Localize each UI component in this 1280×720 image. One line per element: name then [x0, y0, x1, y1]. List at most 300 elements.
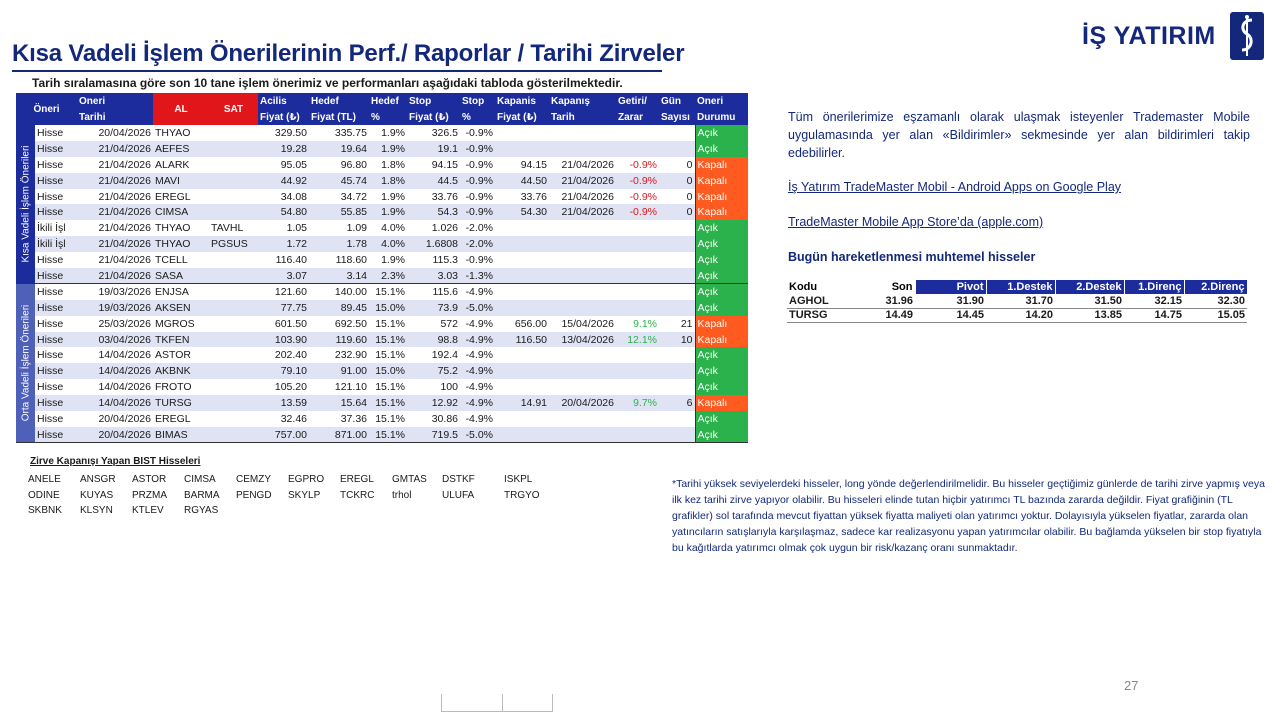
section-label-short: [16, 125, 35, 284]
header-sayisi: Sayısı: [659, 109, 695, 125]
table-row: [16, 236, 748, 252]
cell-sell: [209, 173, 258, 189]
cell-spct: -5.0%: [460, 300, 495, 316]
logo-text: İŞ YATIRIM: [1082, 21, 1216, 50]
cell-open: 202.40: [258, 347, 309, 363]
cell-ret: [616, 363, 659, 379]
summit-list: [28, 472, 564, 519]
cell-target: 119.60: [309, 332, 369, 348]
table-row: [16, 220, 748, 236]
cell-type: Hisse: [35, 363, 77, 379]
cell-target: 45.74: [309, 173, 369, 189]
cell-spct: -4.9%: [460, 395, 495, 411]
cell-buy: SASA: [153, 268, 209, 284]
cell-date: 21/04/2026: [77, 252, 153, 268]
cell-type: Hisse: [35, 332, 77, 348]
cell-target: 871.00: [309, 427, 369, 443]
header-row-bottom: [16, 109, 748, 125]
cell-cdate: 20/04/2026: [549, 395, 616, 411]
moving-cell: TURSG: [787, 308, 843, 322]
cell-days: [659, 300, 695, 316]
cell-buy: CIMSA: [153, 204, 209, 220]
moving-cell: 14.45: [915, 308, 986, 322]
footnote: *Tarihi yüksek seviyelerdeki hisseler, long yönde değerlendirilmelidir. Bu hisseler geçtiğimiz günlerde de tarihi zirve yapmış veya ilk kez tarihi zirve yapıyor olabilir. Bu hisseleri elinde tutan hiçbir yatırımcı TL bazında zararda değildir. Fiyat grafiğinin (TL grafikler) sol tarafında mevcut fiyattan yüksek fiyatta maliyeti olan yatırımcı yoktur. Dolayısıyla yükselen fiyatlar, zararda olan yatıncıların satışlarıyla karşılaşmaz, sadece kar realizasyonu yapan yatırımcılar olabilir. Bu bağlamda yükselen bir stop fiyatıyla bu kağıtlarda yatırımcı olmak çok uygun bir risk/kazanç oranı sunmaktadır.: [672, 478, 1265, 554]
cell-date: 21/04/2026: [77, 204, 153, 220]
cell-ret: [616, 347, 659, 363]
cell-buy: THYAO: [153, 125, 209, 141]
cell-sell: [209, 157, 258, 173]
cell-close: [495, 363, 549, 379]
cell-type: Hisse: [35, 204, 77, 220]
cell-spct: -1.3%: [460, 268, 495, 284]
cell-buy: AKBNK: [153, 363, 209, 379]
cell-target: 1.09: [309, 220, 369, 236]
cell-stop: 100: [407, 379, 460, 395]
cell-sell: [209, 189, 258, 205]
cell-open: 44.92: [258, 173, 309, 189]
table-row: [16, 268, 748, 284]
moving-cell: 31.70: [1025, 294, 1053, 307]
cell-tpct: 15.1%: [369, 395, 407, 411]
cell-days: 0: [659, 173, 695, 189]
cell-type: Hisse: [35, 411, 77, 427]
table-row: [16, 411, 748, 427]
cell-days: 21: [659, 316, 695, 332]
cell-status: Açık: [695, 379, 748, 395]
table-row: [16, 252, 748, 268]
cell-cdate: [549, 141, 616, 157]
summit-ticker: BARMA: [184, 489, 220, 501]
header-kapanis-tarih: Kapanış: [549, 93, 616, 109]
table-row: [16, 300, 748, 316]
cell-type: Hisse: [35, 395, 77, 411]
cell-stop: 75.2: [407, 363, 460, 379]
cell-open: 3.07: [258, 268, 309, 284]
cell-type: Hisse: [35, 157, 77, 173]
cell-days: [659, 220, 695, 236]
cell-cdate: [549, 236, 616, 252]
cell-target: 118.60: [309, 252, 369, 268]
cell-stop: 192.4: [407, 347, 460, 363]
cell-tpct: 15.1%: [369, 379, 407, 395]
summit-ticker: SKYLP: [288, 489, 321, 501]
cell-days: [659, 284, 695, 300]
cell-ret: [616, 300, 659, 316]
moving-row: [787, 294, 1247, 308]
cell-spct: -0.9%: [460, 141, 495, 157]
cell-tpct: 1.9%: [369, 204, 407, 220]
summit-ticker: CEMZY: [236, 474, 271, 485]
cell-ret: [616, 236, 659, 252]
table-row: [16, 157, 748, 173]
moving-header-pivot: Pivot: [915, 280, 986, 294]
cell-close: 54.30: [495, 204, 549, 220]
cell-buy: MGROS: [153, 316, 209, 332]
header-row-top: [16, 93, 748, 109]
cell-type: Hisse: [35, 284, 77, 300]
cell-buy: TURSG: [153, 395, 209, 411]
cell-buy: TKFEN: [153, 332, 209, 348]
cell-days: [659, 363, 695, 379]
summit-ticker: RGYAS: [184, 505, 219, 516]
cell-status: Kapalı: [695, 157, 748, 173]
cell-tpct: 15.1%: [369, 347, 407, 363]
android-app-link[interactable]: İş Yatırım TradeMaster Mobil - Android Apps on Google Play: [788, 180, 1122, 194]
moving-cell: AGHOL: [789, 294, 829, 307]
cell-tpct: 15.1%: [369, 332, 407, 348]
header-stop-unit: %: [460, 109, 495, 125]
cell-ret: 9.7%: [616, 395, 659, 411]
cell-days: 0: [659, 157, 695, 173]
cell-cdate: 13/04/2026: [549, 332, 616, 348]
summit-ticker: TRGYO: [504, 489, 540, 501]
cell-tpct: 15.1%: [369, 411, 407, 427]
recommendations-table: [16, 93, 748, 443]
cell-tpct: 4.0%: [369, 236, 407, 252]
cell-spct: -0.9%: [460, 252, 495, 268]
cell-tpct: 2.3%: [369, 268, 407, 284]
cell-target: 121.10: [309, 379, 369, 395]
cell-ret: 9.1%: [616, 316, 659, 332]
section-label-text: Kısa Vadeli İşlem Önerileri: [20, 145, 31, 263]
cell-buy: AEFES: [153, 141, 209, 157]
cell-spct: -0.9%: [460, 125, 495, 141]
header-getiri: Getiri/: [616, 93, 659, 109]
cell-status: Açık: [695, 300, 748, 316]
cell-close: [495, 379, 549, 395]
cell-target: 91.00: [309, 363, 369, 379]
cell-close: [495, 268, 549, 284]
cell-status: Açık: [695, 125, 748, 141]
header-stop-pct: Stop: [460, 93, 495, 109]
cell-ret: [616, 252, 659, 268]
cell-date: 21/04/2026: [77, 220, 153, 236]
cell-date: 20/04/2026: [77, 411, 153, 427]
header-acilis: Acilis: [258, 93, 309, 109]
header-hedef: Hedef: [309, 93, 369, 109]
cell-stop: 54.3: [407, 204, 460, 220]
summit-ticker: ODINE: [28, 489, 60, 501]
moving-cell: 31.90: [956, 294, 984, 307]
cell-close: 116.50: [495, 332, 549, 348]
table-row: [16, 316, 748, 332]
moving-cell: 32.30: [1217, 294, 1245, 307]
cell-tpct: 1.9%: [369, 141, 407, 157]
cell-date: 03/04/2026: [77, 332, 153, 348]
moving-header-kodu: Kodu: [787, 280, 843, 294]
cell-status: Açık: [695, 363, 748, 379]
cell-close: 656.00: [495, 316, 549, 332]
cell-close: 94.15: [495, 157, 549, 173]
moving-cell: 14.75: [1124, 308, 1184, 322]
header-hedef-unit: %: [369, 109, 407, 125]
summit-ticker: PENGD: [236, 489, 272, 501]
cell-days: [659, 268, 695, 284]
cell-buy: BIMAS: [153, 427, 209, 443]
cell-ret: -0.9%: [616, 189, 659, 205]
summit-ticker: DSTKF: [442, 474, 475, 485]
cell-open: 121.60: [258, 284, 309, 300]
cell-date: 19/03/2026: [77, 300, 153, 316]
summit-ticker: EGPRO: [288, 474, 325, 485]
header-durum: Oneri: [695, 93, 748, 109]
summit-ticker: EREGL: [340, 474, 374, 485]
footer-box: [441, 694, 553, 712]
cell-open: 77.75: [258, 300, 309, 316]
cell-date: 14/04/2026: [77, 379, 153, 395]
cell-tpct: 1.9%: [369, 189, 407, 205]
cell-sell: [209, 411, 258, 427]
cell-sell: [209, 427, 258, 443]
cell-sell: [209, 379, 258, 395]
cell-close: [495, 220, 549, 236]
cell-tpct: 15.1%: [369, 284, 407, 300]
cell-open: 13.59: [258, 395, 309, 411]
cell-close: [495, 141, 549, 157]
cell-open: 757.00: [258, 427, 309, 443]
header-al: AL: [153, 93, 209, 125]
cell-cdate: 21/04/2026: [549, 204, 616, 220]
cell-sell: [209, 316, 258, 332]
cell-close: [495, 300, 549, 316]
cell-target: 692.50: [309, 316, 369, 332]
cell-date: 21/04/2026: [77, 141, 153, 157]
moving-header-destek1: 1.Destek: [986, 280, 1055, 294]
cell-open: 103.90: [258, 332, 309, 348]
section-label-mid: [16, 284, 35, 443]
moving-cell: 32.15: [1154, 294, 1182, 307]
cell-tpct: 1.8%: [369, 157, 407, 173]
cell-cdate: [549, 300, 616, 316]
moving-cell: 15.05: [1184, 308, 1247, 322]
header-gun: Gün: [659, 93, 695, 109]
cell-buy: TCELL: [153, 252, 209, 268]
cell-close: 44.50: [495, 173, 549, 189]
cell-ret: [616, 427, 659, 443]
cell-type: Hisse: [35, 189, 77, 205]
cell-cdate: 21/04/2026: [549, 173, 616, 189]
cell-ret: [616, 268, 659, 284]
cell-spct: -5.0%: [460, 427, 495, 443]
cell-status: Kapalı: [695, 332, 748, 348]
header-durumu: Durumu: [695, 109, 748, 125]
cell-stop: 719.5: [407, 427, 460, 443]
cell-type: Hisse: [35, 141, 77, 157]
moving-cell: 31.50: [1094, 294, 1122, 307]
summit-ticker: KUYAS: [80, 489, 114, 501]
cell-status: Kapalı: [695, 204, 748, 220]
header-zarar: Zarar: [616, 109, 659, 125]
cell-open: 54.80: [258, 204, 309, 220]
cell-sell: [209, 332, 258, 348]
cell-buy: FROTO: [153, 379, 209, 395]
cell-target: 89.45: [309, 300, 369, 316]
header-oneri: Öneri: [16, 93, 77, 125]
moving-header-direnc1: 1.Direnç: [1124, 280, 1184, 294]
cell-status: Kapalı: [695, 173, 748, 189]
cell-open: 329.50: [258, 125, 309, 141]
summit-ticker: ULUFA: [442, 489, 475, 501]
summit-ticker: TCKRC: [340, 489, 375, 501]
recommendations-body: [16, 125, 748, 443]
cell-tpct: 1.8%: [369, 173, 407, 189]
moving-cell: 14.49: [843, 308, 915, 322]
cell-tpct: 1.9%: [369, 252, 407, 268]
summit-ticker: PRZMA: [132, 489, 167, 501]
cell-days: 10: [659, 332, 695, 348]
cell-target: 232.90: [309, 347, 369, 363]
cell-type: Hisse: [35, 252, 77, 268]
cell-status: Açık: [695, 236, 748, 252]
cell-spct: -0.9%: [460, 204, 495, 220]
cell-date: 19/03/2026: [77, 284, 153, 300]
cell-ret: [616, 379, 659, 395]
cell-date: 14/04/2026: [77, 347, 153, 363]
header-stop: Stop: [407, 93, 460, 109]
cell-date: 21/04/2026: [77, 173, 153, 189]
moving-header-son: Son: [843, 280, 915, 294]
cell-status: Kapalı: [695, 395, 748, 411]
cell-days: [659, 427, 695, 443]
cell-close: [495, 284, 549, 300]
cell-cdate: [549, 268, 616, 284]
cell-cdate: [549, 125, 616, 141]
cell-ret: -0.9%: [616, 173, 659, 189]
cell-stop: 115.6: [407, 284, 460, 300]
cell-days: 0: [659, 204, 695, 220]
cell-open: 79.10: [258, 363, 309, 379]
page-title: Kısa Vadeli İşlem Önerilerinin Perf./ Raporlar / Tarihi Zirveler: [12, 40, 685, 67]
cell-stop: 73.9: [407, 300, 460, 316]
cell-sell: [209, 347, 258, 363]
cell-status: Açık: [695, 252, 748, 268]
cell-cdate: [549, 379, 616, 395]
header-kapanis-fiyat: Fiyat (₺): [495, 109, 549, 125]
summit-ticker: GMTAS: [392, 474, 427, 485]
summit-ticker: CIMSA: [184, 474, 216, 485]
cell-status: Açık: [695, 141, 748, 157]
cell-ret: 12.1%: [616, 332, 659, 348]
cell-stop: 33.76: [407, 189, 460, 205]
cell-spct: -4.9%: [460, 363, 495, 379]
cell-days: [659, 411, 695, 427]
summit-ticker: KTLEV: [132, 505, 164, 516]
cell-stop: 12.92: [407, 395, 460, 411]
cell-target: 37.36: [309, 411, 369, 427]
title-underline: [12, 70, 662, 72]
cell-cdate: [549, 427, 616, 443]
summit-list-title: Zirve Kapanışı Yapan BIST Hisseleri: [30, 456, 201, 467]
recommendations-table-wrapper: [16, 93, 748, 443]
cell-target: 34.72: [309, 189, 369, 205]
cell-ret: [616, 284, 659, 300]
cell-sell: [209, 395, 258, 411]
summit-ticker: SKBNK: [28, 505, 62, 516]
cell-target: 140.00: [309, 284, 369, 300]
cell-days: [659, 125, 695, 141]
table-row: [16, 347, 748, 363]
cell-stop: 3.03: [407, 268, 460, 284]
cell-date: 21/04/2026: [77, 157, 153, 173]
cell-days: [659, 379, 695, 395]
cell-tpct: 15.1%: [369, 427, 407, 443]
cell-buy: THYAO: [153, 236, 209, 252]
cell-open: 1.72: [258, 236, 309, 252]
cell-date: 14/04/2026: [77, 395, 153, 411]
cell-cdate: 15/04/2026: [549, 316, 616, 332]
cell-stop: 1.026: [407, 220, 460, 236]
table-row: [16, 125, 748, 141]
cell-cdate: [549, 363, 616, 379]
header-hedef-fiyat: Fiyat (TL): [309, 109, 369, 125]
cell-buy: EREGL: [153, 411, 209, 427]
cell-stop: 572: [407, 316, 460, 332]
cell-date: 20/04/2026: [77, 427, 153, 443]
cell-target: 3.14: [309, 268, 369, 284]
page-number: 27: [1124, 678, 1139, 693]
cell-close: [495, 125, 549, 141]
header-tarih: Tarih: [549, 109, 616, 125]
cell-status: Açık: [695, 284, 748, 300]
cell-stop: 19.1: [407, 141, 460, 157]
moving-cell: 31.96: [885, 294, 913, 307]
cell-status: Açık: [695, 347, 748, 363]
cell-cdate: 21/04/2026: [549, 157, 616, 173]
cell-open: 19.28: [258, 141, 309, 157]
header-kapanis: Kapanis: [495, 93, 549, 109]
cell-cdate: [549, 284, 616, 300]
cell-type: İkili İşl: [35, 220, 77, 236]
cell-ret: [616, 411, 659, 427]
header-acilis-fiyat: Fiyat (₺): [258, 109, 309, 125]
cell-ret: [616, 220, 659, 236]
cell-sell: [209, 300, 258, 316]
cell-open: 601.50: [258, 316, 309, 332]
cell-buy: EREGL: [153, 189, 209, 205]
cell-close: [495, 252, 549, 268]
cell-cdate: [549, 252, 616, 268]
cell-ret: [616, 141, 659, 157]
cell-spct: -0.9%: [460, 189, 495, 205]
cell-status: Açık: [695, 268, 748, 284]
table-subtitle: Tarih sıralamasına göre son 10 tane işlem önerimiz ve performanları aşağıdaki tabloda gösterilmektedir.: [32, 76, 623, 90]
moving-stocks-title: Bugün hareketlenmesi muhtemel hisseler: [788, 250, 1036, 264]
cell-target: 19.64: [309, 141, 369, 157]
ios-app-link[interactable]: TradeMaster Mobile App Store’da (apple.com): [788, 215, 1044, 229]
moving-stocks-table: [787, 280, 1248, 323]
table-row: [16, 395, 748, 411]
cell-stop: 30.86: [407, 411, 460, 427]
cell-type: Hisse: [35, 300, 77, 316]
cell-cdate: [549, 347, 616, 363]
cell-tpct: 15.1%: [369, 316, 407, 332]
cell-status: Kapalı: [695, 189, 748, 205]
cell-ret: -0.9%: [616, 204, 659, 220]
moving-cell: 13.85: [1055, 308, 1124, 322]
table-row: [16, 332, 748, 348]
cell-open: 95.05: [258, 157, 309, 173]
cell-open: 34.08: [258, 189, 309, 205]
cell-days: [659, 252, 695, 268]
cell-close: 33.76: [495, 189, 549, 205]
table-row: [16, 141, 748, 157]
cell-buy: AKSEN: [153, 300, 209, 316]
moving-header-destek2: 2.Destek: [1055, 280, 1124, 294]
cell-date: 21/04/2026: [77, 189, 153, 205]
cell-type: Hisse: [35, 379, 77, 395]
header-sat: SAT: [209, 93, 258, 125]
cell-ret: [616, 125, 659, 141]
